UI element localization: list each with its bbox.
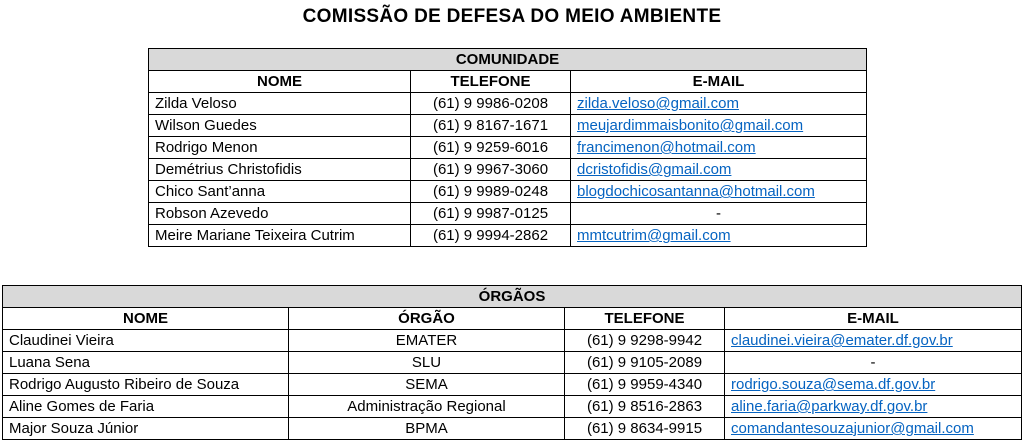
nome-cell: Chico Sant’anna <box>149 181 411 203</box>
nome-cell: Claudinei Vieira <box>3 330 289 352</box>
orgao-cell: SEMA <box>289 374 565 396</box>
email-cell <box>725 330 1022 352</box>
email-cell: - <box>725 352 1022 374</box>
orgaos-caption: ÓRGÃOS <box>3 286 1022 308</box>
table-row <box>3 396 1022 418</box>
telefone-cell: (61) 9 9967-3060 <box>411 159 571 181</box>
comunidade-table <box>148 48 867 247</box>
email-link[interactable]: aline.faria@parkway.df.gov.br <box>731 398 928 415</box>
telefone-cell: (61) 9 9994-2862 <box>411 225 571 247</box>
telefone-cell: (61) 9 9987-0125 <box>411 203 571 225</box>
telefone-cell: (61) 9 9298-9942 <box>565 330 725 352</box>
telefone-cell: (61) 9 8634-9915 <box>565 418 725 440</box>
table-row <box>3 330 1022 352</box>
email-cell <box>725 418 1022 440</box>
email-cell <box>571 159 867 181</box>
nome-cell: Demétrius Christofidis <box>149 159 411 181</box>
header-nome: NOME <box>149 71 411 93</box>
table-row <box>149 137 867 159</box>
nome-cell: Rodrigo Menon <box>149 137 411 159</box>
nome-cell: Wilson Guedes <box>149 115 411 137</box>
email-cell <box>725 374 1022 396</box>
nome-cell: Luana Sena <box>3 352 289 374</box>
email-link[interactable]: rodrigo.souza@sema.df.gov.br <box>731 376 936 393</box>
email-cell <box>571 93 867 115</box>
nome-cell: Zilda Veloso <box>149 93 411 115</box>
table-row <box>149 159 867 181</box>
comunidade-caption: COMUNIDADE <box>149 49 867 71</box>
email-link[interactable]: dcristofidis@gmail.com <box>577 161 732 178</box>
telefone-cell: (61) 9 9105-2089 <box>565 352 725 374</box>
email-link[interactable]: zilda.veloso@gmail.com <box>577 95 739 112</box>
orgaos-table <box>2 285 1022 440</box>
table-row <box>149 225 867 247</box>
table-row <box>149 93 867 115</box>
email-cell <box>571 137 867 159</box>
orgao-cell: Administração Regional <box>289 396 565 418</box>
table-row <box>149 203 867 225</box>
telefone-cell: (61) 9 9959-4340 <box>565 374 725 396</box>
email-link[interactable]: claudinei.vieira@emater.df.gov.br <box>731 332 953 349</box>
table-row <box>3 418 1022 440</box>
header-email: E-MAIL <box>571 71 867 93</box>
header-telefone: TELEFONE <box>565 308 725 330</box>
email-cell <box>571 115 867 137</box>
nome-cell: Meire Mariane Teixeira Cutrim <box>149 225 411 247</box>
table-row <box>149 181 867 203</box>
telefone-cell: (61) 9 9259-6016 <box>411 137 571 159</box>
orgao-cell: EMATER <box>289 330 565 352</box>
table-row <box>149 115 867 137</box>
orgao-cell: SLU <box>289 352 565 374</box>
nome-cell: Robson Azevedo <box>149 203 411 225</box>
telefone-cell: (61) 9 8167-1671 <box>411 115 571 137</box>
orgao-cell: BPMA <box>289 418 565 440</box>
nome-cell: Major Souza Júnior <box>3 418 289 440</box>
telefone-cell: (61) 9 9986-0208 <box>411 93 571 115</box>
email-link[interactable]: meujardimmaisbonito@gmail.com <box>577 117 804 134</box>
email-link[interactable]: blogdochicosantanna@hotmail.com <box>577 183 815 200</box>
page-title: COMISSÃO DE DEFESA DO MEIO AMBIENTE <box>302 6 722 27</box>
email-cell <box>571 225 867 247</box>
telefone-cell: (61) 9 8516-2863 <box>565 396 725 418</box>
email-link[interactable]: mmtcutrim@gmail.com <box>577 227 731 244</box>
nome-cell: Aline Gomes de Faria <box>3 396 289 418</box>
header-nome: NOME <box>3 308 289 330</box>
email-cell <box>571 181 867 203</box>
email-cell <box>725 396 1022 418</box>
table-row <box>3 374 1022 396</box>
nome-cell: Rodrigo Augusto Ribeiro de Souza <box>3 374 289 396</box>
header-orgao: ÓRGÃO <box>289 308 565 330</box>
email-link[interactable]: francimenon@hotmail.com <box>577 139 756 156</box>
email-link[interactable]: comandantesouzajunior@gmail.com <box>731 420 974 437</box>
header-telefone: TELEFONE <box>411 71 571 93</box>
table-row <box>3 352 1022 374</box>
email-cell: - <box>571 203 867 225</box>
telefone-cell: (61) 9 9989-0248 <box>411 181 571 203</box>
header-email: E-MAIL <box>725 308 1022 330</box>
